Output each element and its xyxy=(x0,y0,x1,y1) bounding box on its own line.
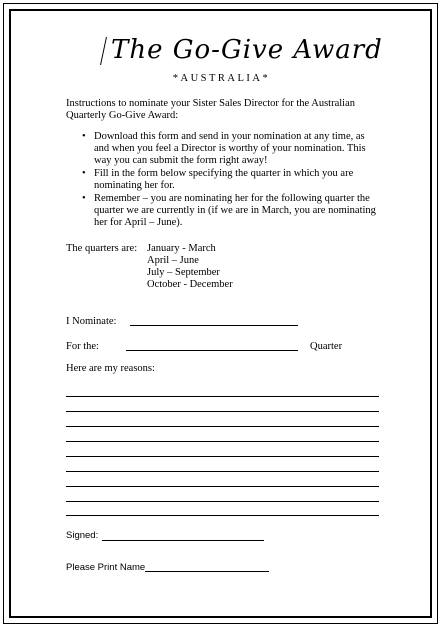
reason-line[interactable] xyxy=(66,411,379,412)
reason-line[interactable] xyxy=(66,471,379,472)
quarter-label: Quarter xyxy=(310,341,343,352)
quarter-item: January - March xyxy=(147,243,216,254)
quarter-field[interactable] xyxy=(126,350,298,351)
page-title: The Go-Give Award xyxy=(111,35,383,65)
quarter-item: April – June xyxy=(147,255,199,266)
instruction-list xyxy=(82,131,382,230)
quarters-list xyxy=(147,243,233,291)
reason-line[interactable] xyxy=(66,501,379,502)
signed-label: Signed: xyxy=(66,530,99,541)
instruction-item: • Fill in the form below specifying the quarter in which you are nominating her for. xyxy=(82,168,382,192)
quarters-label: The quarters are: xyxy=(66,243,138,254)
instruction-item: • Download this form and send in your nomination at any time, as and when you feel a Director is worthy of your nomination. This way you can submit the form right away! xyxy=(82,131,382,167)
quarter-item: October - December xyxy=(147,279,233,290)
reason-line[interactable] xyxy=(66,486,379,487)
signature-field[interactable] xyxy=(102,540,264,541)
reasons-label: Here are my reasons: xyxy=(66,363,155,374)
reason-line[interactable] xyxy=(66,396,379,397)
intro-paragraph: Instructions to nominate your Sister Sales Director for the Australian Quarterly Go-Give Award: xyxy=(66,98,355,121)
print-name-field[interactable] xyxy=(145,571,269,572)
instruction-item: • Remember – you are nominating her for the following quarter the quarter we are currently in (if we are in March, you are nominating her for April – June). xyxy=(82,193,382,229)
quarter-item: July – September xyxy=(147,267,220,278)
print-name-label: Please Print Name xyxy=(66,562,146,573)
reason-line[interactable] xyxy=(66,515,379,516)
page-subtitle: *AUSTRALIA* xyxy=(172,73,271,84)
for-label: For the: xyxy=(66,341,99,352)
reason-line[interactable] xyxy=(66,441,379,442)
nominee-field[interactable] xyxy=(130,325,298,326)
reason-line[interactable] xyxy=(66,426,379,427)
nominate-label: I Nominate: xyxy=(66,316,117,327)
reason-line[interactable] xyxy=(66,456,379,457)
